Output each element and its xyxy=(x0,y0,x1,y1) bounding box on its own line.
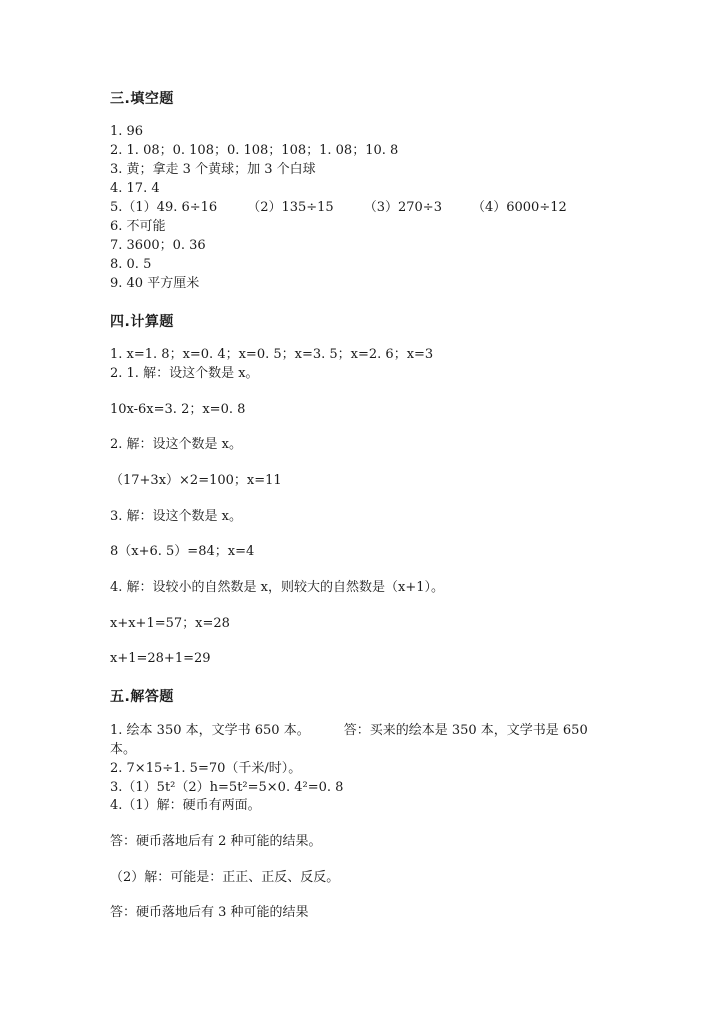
answer-line: x+1=28+1=29 xyxy=(110,651,211,666)
answer-line: 8（x+6. 5）=84；x=4 xyxy=(110,544,255,559)
answer-line: 7. 3600；0. 36 xyxy=(110,238,206,253)
answer-line: 3. 黄；拿走 3 个黄球；加 3 个白球 xyxy=(110,162,316,177)
answer-1-reply: 答：买来的绘本是 350 本，文学书是 650 xyxy=(343,723,588,738)
answer-line: 10x-6x=3. 2；x=0. 8 xyxy=(110,402,246,417)
answer-line: 9. 40 平方厘米 xyxy=(110,276,200,291)
answer-line: 答：硬币落地后有 2 种可能的结果。 xyxy=(110,834,322,849)
answer-1-text: 1. 绘本 350 本，文学书 650 本。 xyxy=(110,723,310,738)
answer-line: 2. 7×15÷1. 5=70（千米/时）。 xyxy=(110,761,302,776)
q5-part1: 5.（1）49. 6÷16 xyxy=(110,200,218,215)
answer-line: （2）解：可能是：正正、正反、反反。 xyxy=(110,870,340,885)
answer-line-1 xyxy=(110,722,588,740)
answer-line: 4.（1）解：硬币有两面。 xyxy=(110,798,261,813)
answer-line-q5 xyxy=(110,199,567,217)
answer-line: 3.（1）5t²（2）h=5t²=5×0. 4²=0. 8 xyxy=(110,780,344,795)
answer-line: 6. 不可能 xyxy=(110,219,166,234)
answer-line: 2. 1. 解：设这个数是 x。 xyxy=(110,366,259,381)
section-title-word-problems: 五.解答题 xyxy=(110,689,174,705)
q5-part3: （3）270÷3 xyxy=(363,200,442,215)
answer-page xyxy=(110,0,610,1018)
answer-line: 2. 1. 08；0. 108；0. 108；108；1. 08；10. 8 xyxy=(110,143,399,158)
answer-line-1-cont: 本。 xyxy=(110,742,137,757)
answer-line: 答：硬币落地后有 3 种可能的结果 xyxy=(110,905,309,920)
answer-line: x+x+1=57；x=28 xyxy=(110,616,230,631)
answer-line: 4. 17. 4 xyxy=(110,181,160,196)
q5-part4: （4）6000÷12 xyxy=(471,200,567,215)
answer-line: 8. 0. 5 xyxy=(110,257,152,272)
answer-line: 4. 解：设较小的自然数是 x，则较大的自然数是（x+1）。 xyxy=(110,580,444,595)
q5-part2: （2）135÷15 xyxy=(247,200,334,215)
answer-line: 3. 解：设这个数是 x。 xyxy=(110,509,242,524)
answer-line: 1. 96 xyxy=(110,124,144,139)
answer-line: （17+3x）×2=100；x=11 xyxy=(110,473,282,488)
answer-line: 2. 解：设这个数是 x。 xyxy=(110,437,242,452)
answer-line: 1. x=1. 8；x=0. 4；x=0. 5；x=3. 5；x=2. 6；x=3 xyxy=(110,347,434,362)
section-title-fill-blank: 三.填空题 xyxy=(110,91,174,107)
section-title-calculation: 四.计算题 xyxy=(110,314,174,330)
